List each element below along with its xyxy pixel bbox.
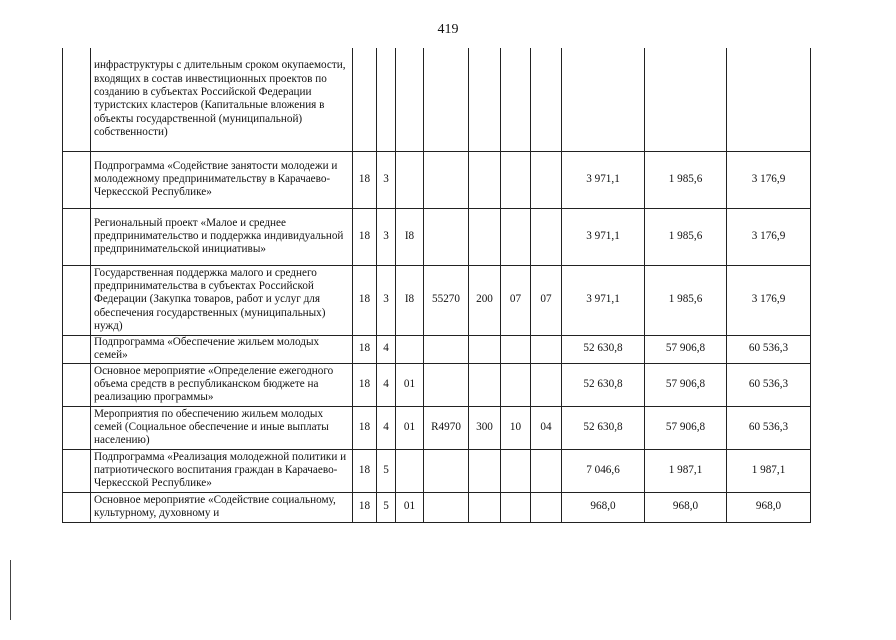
code-cell: I8 — [396, 265, 424, 335]
amount-cell: 968,0 — [645, 492, 727, 522]
index-cell — [63, 265, 91, 335]
table-row — [63, 151, 811, 208]
code-cell: 200 — [469, 265, 501, 335]
amount-cell — [645, 48, 727, 151]
row-name: Региональный проект «Малое и среднее предпринимательство и поддержка индивидуальной предпринимательской инициативы» — [91, 208, 353, 265]
amount-cell: 3 971,1 — [562, 208, 645, 265]
code-cell — [501, 363, 531, 406]
budget-table — [62, 48, 811, 523]
amount-cell: 1 987,1 — [727, 449, 811, 492]
code-cell — [501, 151, 531, 208]
code-cell: 4 — [377, 406, 396, 449]
code-cell: 07 — [531, 265, 562, 335]
amount-cell: 968,0 — [727, 492, 811, 522]
amount-cell: 968,0 — [562, 492, 645, 522]
code-cell — [501, 449, 531, 492]
row-name: Основное мероприятие «Содействие социальному, культурному, духовному и — [91, 492, 353, 522]
amount-cell: 1 987,1 — [645, 449, 727, 492]
code-cell: 01 — [396, 406, 424, 449]
code-cell — [396, 335, 424, 363]
code-cell: 5 — [377, 449, 396, 492]
index-cell — [63, 363, 91, 406]
row-name: Государственная поддержка малого и среднего предпринимательства в субъектах Российской Федерации (Закупка товаров, работ и услуг для обеспечения государственных (муниципальных) нужд) — [91, 265, 353, 335]
table-row — [63, 406, 811, 449]
table-row — [63, 208, 811, 265]
code-cell — [424, 363, 469, 406]
code-cell — [469, 492, 501, 522]
amount-cell: 52 630,8 — [562, 335, 645, 363]
table-row — [63, 449, 811, 492]
code-cell — [353, 48, 377, 151]
code-cell — [469, 151, 501, 208]
code-cell: 18 — [353, 265, 377, 335]
code-cell: 3 — [377, 151, 396, 208]
amount-cell: 60 536,3 — [727, 363, 811, 406]
amount-cell — [727, 48, 811, 151]
code-cell — [501, 48, 531, 151]
amount-cell: 52 630,8 — [562, 406, 645, 449]
row-name: Подпрограмма «Реализация молодежной политики и патриотического воспитания граждан в Карачаево-Черкесской Республике» — [91, 449, 353, 492]
amount-cell: 3 176,9 — [727, 208, 811, 265]
code-cell — [377, 48, 396, 151]
amount-cell: 1 985,6 — [645, 265, 727, 335]
amount-cell: 60 536,3 — [727, 335, 811, 363]
code-cell — [531, 335, 562, 363]
code-cell — [469, 363, 501, 406]
amount-cell: 1 985,6 — [645, 151, 727, 208]
code-cell: 300 — [469, 406, 501, 449]
amount-cell: 3 971,1 — [562, 265, 645, 335]
code-cell: 18 — [353, 151, 377, 208]
index-cell — [63, 449, 91, 492]
code-cell: 4 — [377, 335, 396, 363]
code-cell: 18 — [353, 208, 377, 265]
code-cell — [469, 208, 501, 265]
code-cell: 4 — [377, 363, 396, 406]
code-cell: R4970 — [424, 406, 469, 449]
code-cell: 04 — [531, 406, 562, 449]
code-cell: 18 — [353, 406, 377, 449]
code-cell — [531, 449, 562, 492]
amount-cell: 57 906,8 — [645, 363, 727, 406]
code-cell — [501, 492, 531, 522]
code-cell — [469, 449, 501, 492]
row-name: инфраструктуры с длительным сроком окупаемости, входящих в состав инвестиционных проектов по созданию в субъектах Российской Федерации туристских кластеров (Капитальные вложения в объекты государственной (муниципальной) собственности) — [91, 48, 353, 151]
code-cell — [531, 151, 562, 208]
code-cell: I8 — [396, 208, 424, 265]
code-cell — [531, 48, 562, 151]
row-name: Подпрограмма «Обеспечение жильем молодых семей» — [91, 335, 353, 363]
amount-cell: 60 536,3 — [727, 406, 811, 449]
code-cell — [396, 151, 424, 208]
code-cell — [469, 48, 501, 151]
row-name: Подпрограмма «Содействие занятости молодежи и молодежному предпринимательству в Карачаево-Черкесской Республике» — [91, 151, 353, 208]
amount-cell: 52 630,8 — [562, 363, 645, 406]
code-cell — [501, 335, 531, 363]
code-cell — [531, 492, 562, 522]
code-cell: 18 — [353, 449, 377, 492]
code-cell: 10 — [501, 406, 531, 449]
code-cell: 01 — [396, 363, 424, 406]
code-cell: 3 — [377, 265, 396, 335]
amount-cell: 3 971,1 — [562, 151, 645, 208]
code-cell — [424, 335, 469, 363]
amount-cell: 3 176,9 — [727, 151, 811, 208]
code-cell — [424, 208, 469, 265]
index-cell — [63, 335, 91, 363]
code-cell: 5 — [377, 492, 396, 522]
amount-cell: 1 985,6 — [645, 208, 727, 265]
code-cell — [531, 363, 562, 406]
code-cell: 55270 — [424, 265, 469, 335]
row-name: Мероприятия по обеспечению жильем молодых семей (Социальное обеспечение и иные выплаты населению) — [91, 406, 353, 449]
scan-edge-mark — [10, 560, 11, 620]
code-cell — [424, 48, 469, 151]
code-cell — [501, 208, 531, 265]
code-cell — [396, 48, 424, 151]
table-row — [63, 48, 811, 151]
amount-cell — [562, 48, 645, 151]
index-cell — [63, 151, 91, 208]
code-cell — [396, 449, 424, 492]
code-cell: 18 — [353, 363, 377, 406]
index-cell — [63, 208, 91, 265]
index-cell — [63, 48, 91, 151]
amount-cell: 57 906,8 — [645, 406, 727, 449]
table-row — [63, 335, 811, 363]
code-cell — [424, 492, 469, 522]
index-cell — [63, 406, 91, 449]
code-cell: 18 — [353, 492, 377, 522]
amount-cell: 7 046,6 — [562, 449, 645, 492]
row-name: Основное мероприятие «Определение ежегодного объема средств в республиканском бюджете на реализацию программы» — [91, 363, 353, 406]
code-cell: 07 — [501, 265, 531, 335]
code-cell: 01 — [396, 492, 424, 522]
code-cell — [531, 208, 562, 265]
code-cell — [424, 449, 469, 492]
code-cell — [424, 151, 469, 208]
table-row — [63, 363, 811, 406]
amount-cell: 57 906,8 — [645, 335, 727, 363]
index-cell — [63, 492, 91, 522]
page-number: 419 — [437, 22, 459, 37]
code-cell: 18 — [353, 335, 377, 363]
amount-cell: 3 176,9 — [727, 265, 811, 335]
table-row — [63, 265, 811, 335]
code-cell — [469, 335, 501, 363]
code-cell: 3 — [377, 208, 396, 265]
table-row — [63, 492, 811, 522]
